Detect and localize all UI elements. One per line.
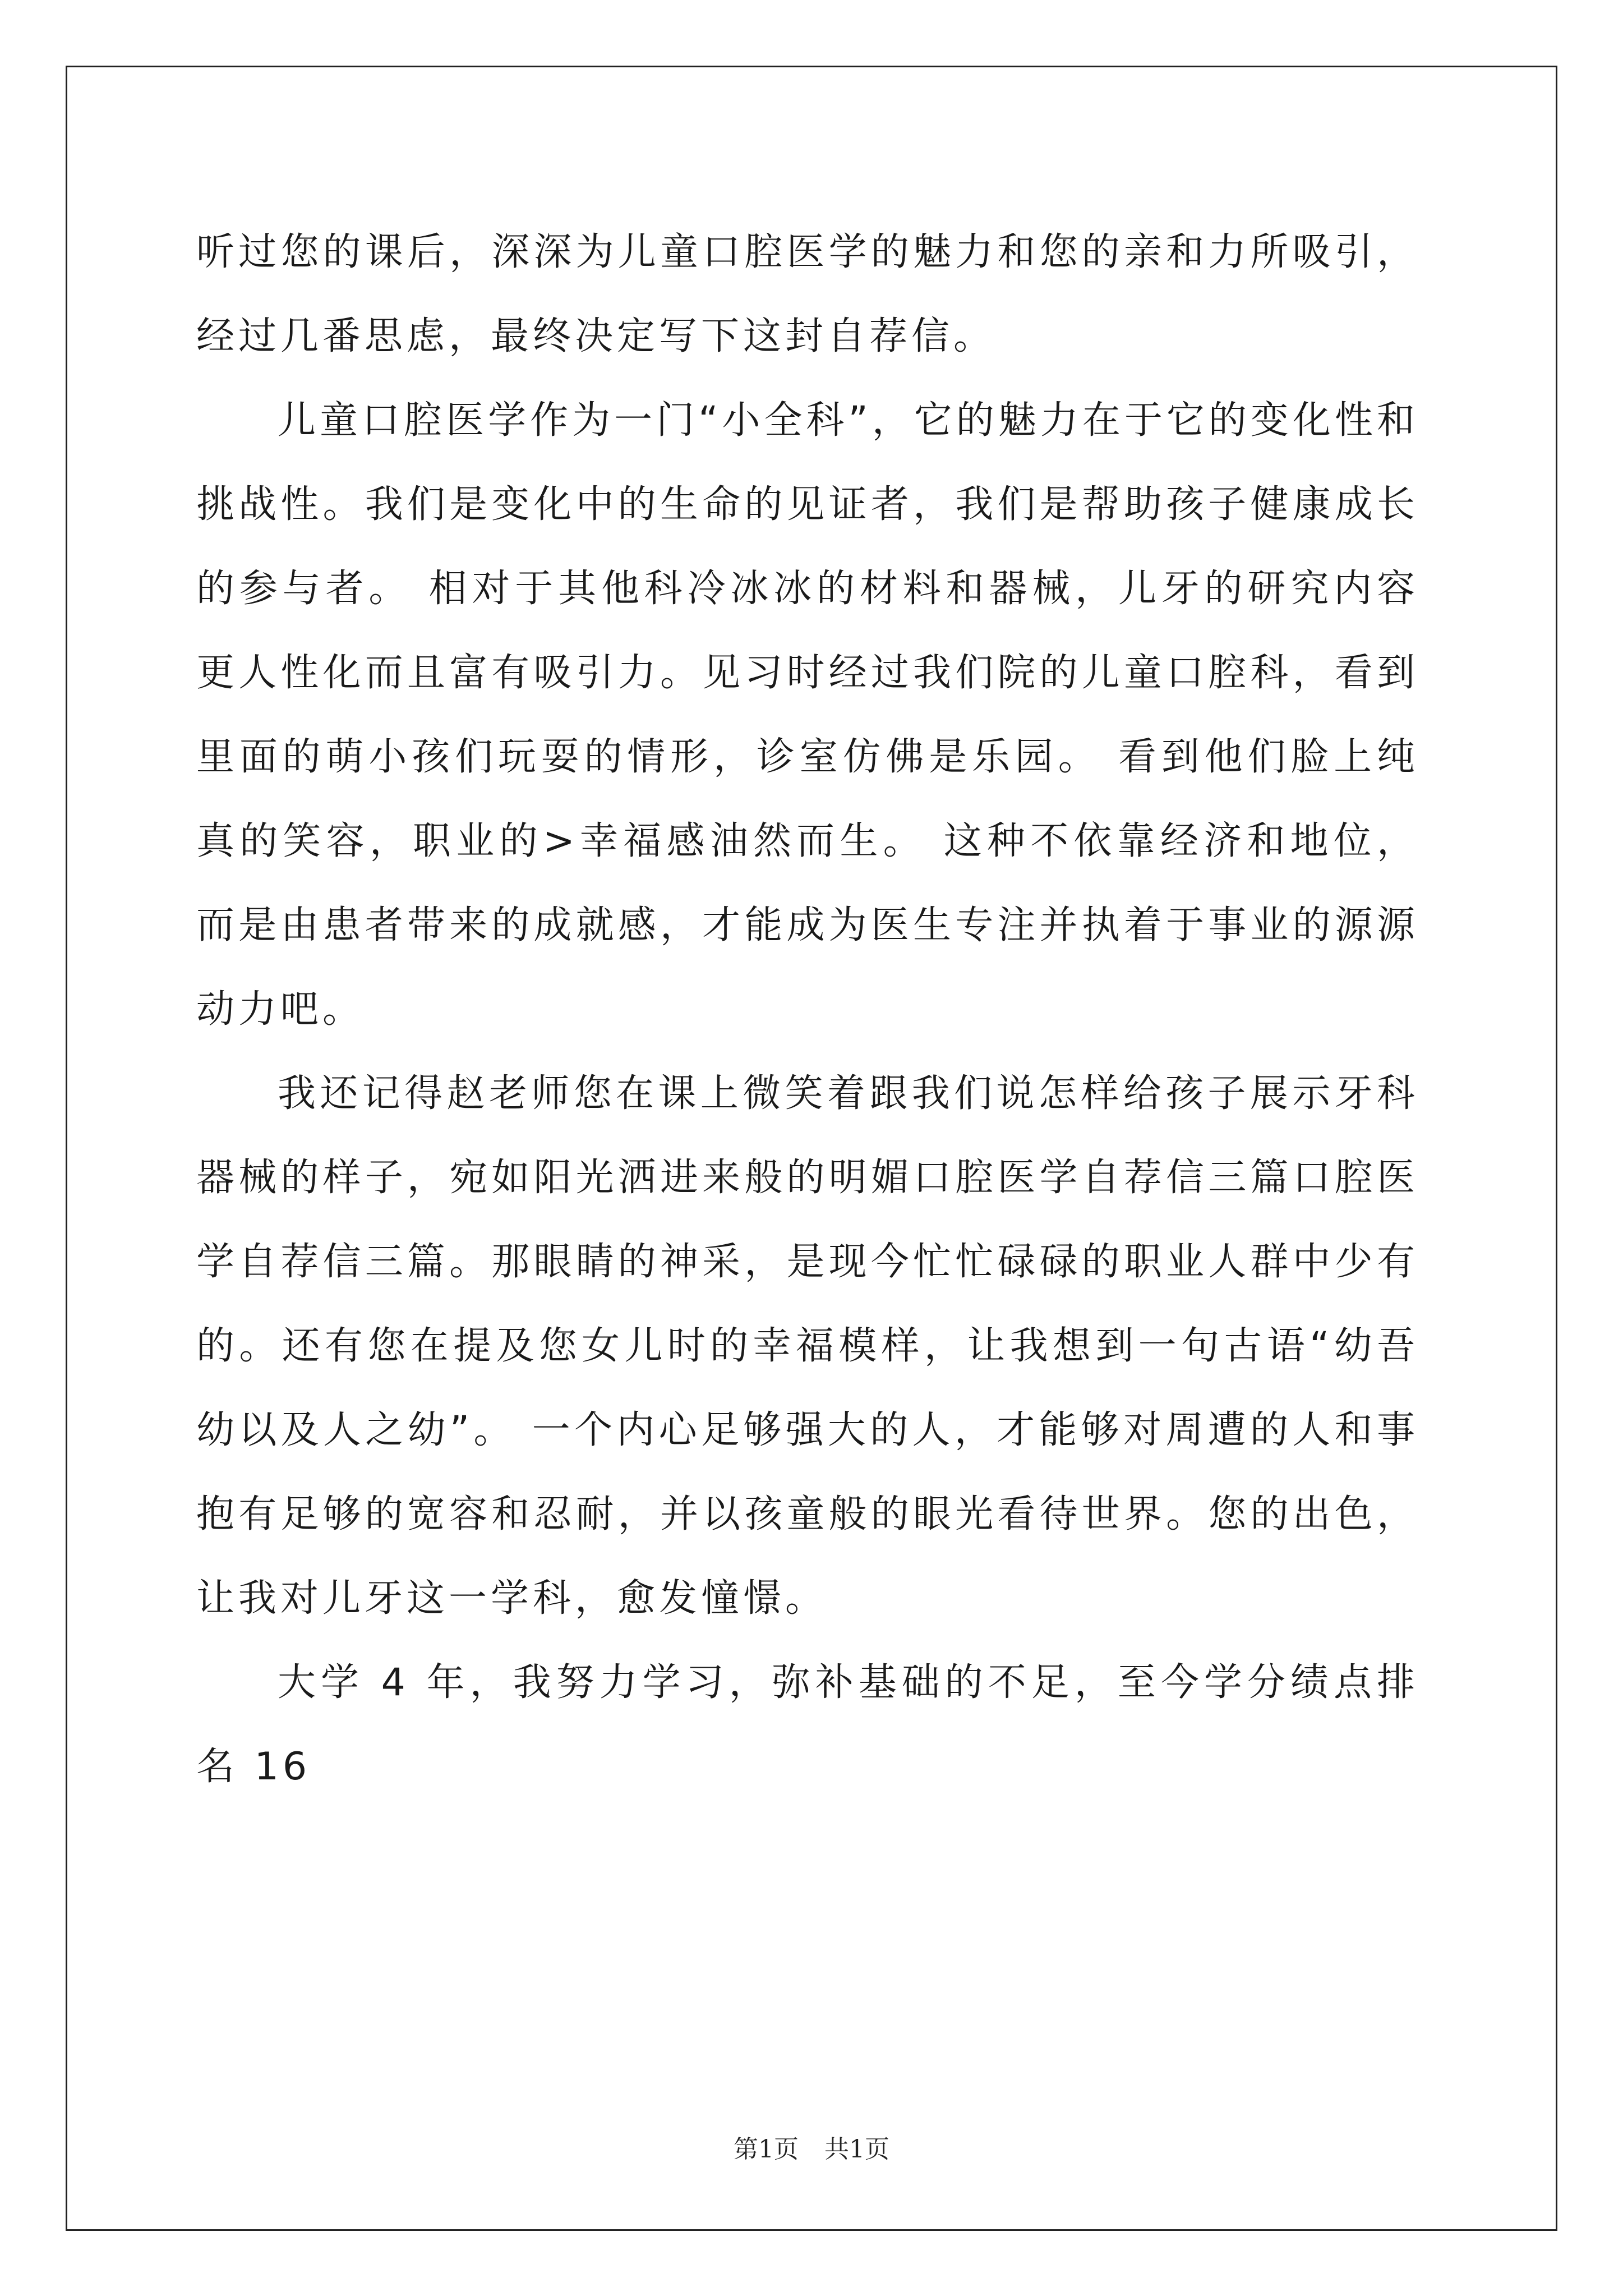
page-total: 共1页 (824, 2135, 889, 2164)
paragraph-1: 听过您的课后，深深为儿童口腔医学的魅力和您的亲和力所吸引，经过几番思虑，最终决定写下这封自荐信。 (196, 230, 1419, 358)
paragraph-2: 儿童口腔医学作为一门“小全科”，它的魅力在于它的变化性和挑战性。我们是变化中的生命的见证者，我们是帮助孩子健康成长的参与者。 相对于其他科冷冰冰的材料和器械，儿牙的研究内容更人性化而且富有吸引力。见习时经过我们院的儿童口腔科，看到里面的萌小孩们玩耍的情形，诊室仿佛是乐园。 看到他们脸上纯真的笑容，职业的>幸福感油然而生。 这种不依靠经济和地位，而是由患者带来的成就感，才能成为医生专注并执着于事业的源源动力吧。 (196, 398, 1419, 1032)
document-body (196, 210, 1419, 1809)
paragraph-4: 大学 4 年，我努力学习，弥补基础的不足，至今学分绩点排名 16 (196, 1660, 1419, 1789)
paragraph-3: 我还记得赵老师您在课上微笑着跟我们说怎样给孩子展示牙科器械的样子，宛如阳光洒进来般的明媚口腔医学自荐信三篇口腔医学自荐信三篇。那眼睛的神采，是现今忙忙碌碌的职业人群中少有的。还有您在提及您女儿时的幸福模样，让我想到一句古语“幼吾幼以及人之幼”。 一个内心足够强大的人，才能够对周遭的人和事抱有足够的宽容和忍耐，并以孩童般的眼光看待世界。您的出色，让我对儿牙这一学科，愈发憧憬。 (196, 1071, 1419, 1621)
page-footer (0, 2129, 1623, 2165)
page-number: 第1页 (734, 2135, 799, 2164)
